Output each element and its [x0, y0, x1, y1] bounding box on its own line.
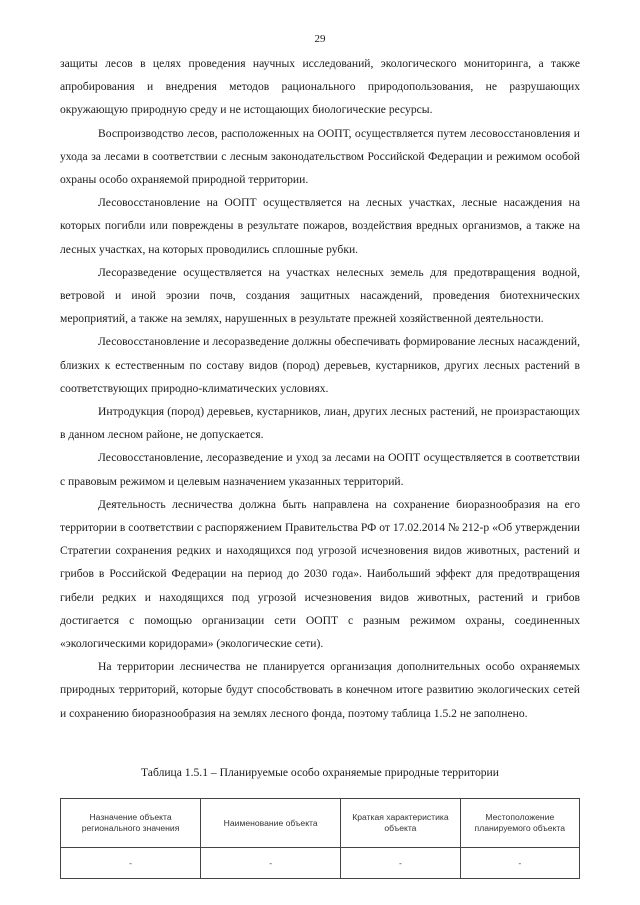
paragraph: Лесовосстановление, лесоразведение и уход за лесами на ООПТ осуществляется в соответствии с правовым режимом и целевым назначением указанных территорий.	[60, 451, 580, 488]
paragraph: Воспроизводство лесов, расположенных на ООПТ, осуществляется путем лесовосстановления и ухода за лесами в соответствии с лесным законодательством Российской Федерации и режимом особой охраны особо охраняемой природной территории.	[60, 126, 580, 187]
table-header-cell: Местоположение планируемого объекта	[460, 799, 579, 848]
table-row	[61, 848, 580, 879]
paragraph: Интродукция (пород) деревьев, кустарников, лиан, других лесных растений, не произрастающих в данном лесном районе, не допускается.	[60, 405, 580, 442]
paragraph: Деятельность лесничества должна быть направлена на сохранение биоразнообразия на его территории в соответствии с распоряжением Правительства РФ от 17.02.2014 № 212-р «Об утверждении Стратегии сохранения редких и находящихся под угрозой исчезновения видов животных, растений и грибов в Российской Федерации на период до 2030 года». Наибольший эффект для предотвращения гибели редких и находящихся под угрозой исчезновения видов животных, растений и грибов достигается с помощью организации сети ООПТ с разным режимом охраны, соединенных «экологическими коридорами» (экологические сети).	[60, 497, 580, 651]
page-number: 29	[314, 33, 326, 45]
table-header-row	[61, 799, 580, 848]
paragraph: Лесовосстановление и лесоразведение должны обеспечивать формирование лесных насаждений, близких к естественным по составу видов (пород) деревьев, кустарников, других лесных растений в соответствующих природно-климатических условиях.	[60, 335, 580, 395]
oopt-table	[60, 798, 580, 879]
table-caption: Таблица 1.5.1 – Планируемые особо охраняемые природные территории	[141, 766, 499, 779]
paragraph: На территории лесничества не планируется организация дополнительных особо охраняемых природных территорий, которые будут способствовать в конечном итоге развитию экологических сетей и сохранению биоразнообразия на землях лесного фонда, поэтому таблица 1.5.2 не заполнено.	[60, 660, 580, 720]
table-header-cell: Назначение объекта регионального значения	[61, 799, 201, 848]
table-header-cell: Наименование объекта	[201, 799, 341, 848]
paragraph: Лесовосстановление на ООПТ осуществляется на лесных участках, лесные насаждения на которых погибли или повреждены в результате пожаров, воздействия вредных организмов, а также на лесных участках, на которых проводились сплошные рубки.	[60, 196, 580, 256]
paragraph: защиты лесов в целях проведения научных исследований, экологического мониторинга, а также апробирования и внедрения методов рационального природопользования, не разрушающих окружающую природную среду и не истощающих биологические ресурсы.	[60, 57, 580, 117]
body-text	[60, 52, 580, 725]
paragraph: Лесоразведение осуществляется на участках нелесных земель для предотвращения водной, ветровой и иной эрозии почв, создания защитных насаждений, проведения биотехнических мероприятий, а также на землях, нарушенных в результате прежней хозяйственной деятельности.	[60, 265, 580, 326]
table-header-cell: Краткая характеристика объекта	[341, 799, 460, 848]
table-cell: -	[460, 848, 579, 879]
table-cell: -	[341, 848, 460, 879]
table-cell: -	[61, 848, 201, 879]
table-cell: -	[201, 848, 341, 879]
